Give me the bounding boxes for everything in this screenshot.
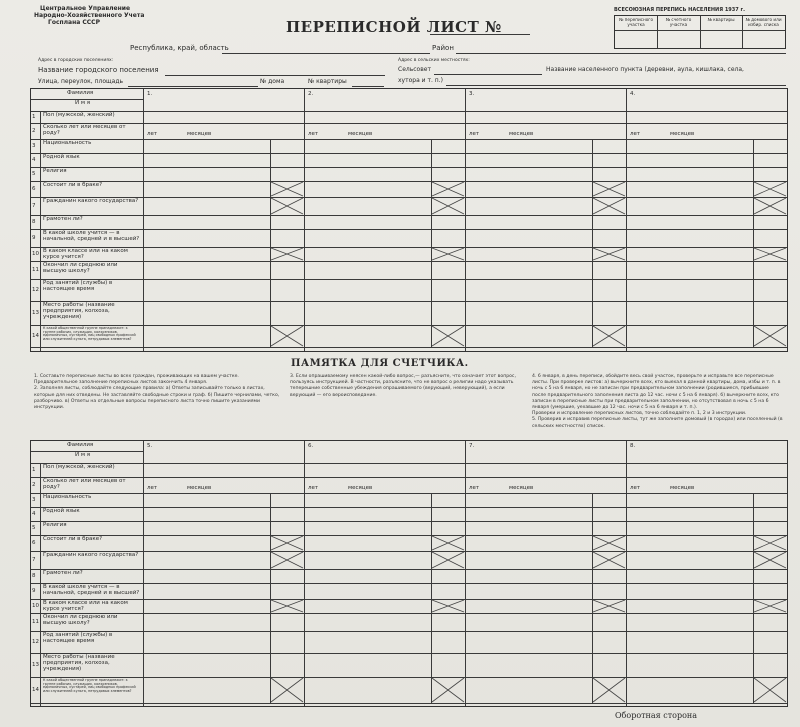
top-col-2-let: лет: [308, 131, 319, 137]
top-row-10-label: В каком классе или на каком курсе учится?: [43, 248, 128, 260]
bottom-row-6-label: Состоит ли в браке?: [43, 536, 103, 542]
bottom-col-4-number: 8.: [630, 443, 636, 449]
memo-p5: Проверки и исправление переписных листов, точно соблюдайте п. 1, 2 и 3 инструкции.: [532, 411, 747, 417]
bottom-row-4-number: 4: [32, 511, 36, 517]
bottom-row-10-label: В каком классе или на каком курсе учится?: [43, 600, 128, 612]
bottom-imya-label: И м я: [75, 452, 91, 458]
census-cell-2: № счетного участка: [665, 17, 692, 27]
selsovet-label: Сельсовет: [398, 66, 431, 73]
bottom-row-3-number: 3: [32, 497, 36, 503]
khutor-label: хутора и т. п.): [398, 77, 443, 84]
bottom-col-2-mes: месяцев: [348, 485, 373, 491]
top-row-5-label: Религия: [43, 168, 67, 174]
bottom-row-10-number: 10: [32, 603, 39, 609]
top-col-1-number: 1.: [147, 91, 153, 97]
bottom-row-9-number: 9: [32, 588, 36, 594]
top-x-mark-icon: [271, 198, 303, 214]
bottom-x-mark-icon: [432, 600, 464, 612]
top-x-mark-icon: [432, 326, 464, 346]
census-cell-1: № переписного участка: [618, 17, 654, 27]
org-line-2: Народно-Хозяйственного Учета: [34, 12, 145, 19]
bottom-row-5-number: 5: [32, 525, 36, 531]
top-row-9-number: 9: [32, 235, 36, 241]
bottom-col-1-let: лет: [147, 485, 158, 491]
top-x-mark-icon: [593, 248, 625, 260]
bottom-row-8-label: Грамотен ли?: [43, 570, 83, 576]
top-x-mark-icon: [271, 326, 303, 346]
top-col-1-let: лет: [147, 131, 158, 137]
org-line-1: Центральное Управление: [40, 5, 131, 12]
bottom-col-4-let: лет: [630, 485, 641, 491]
footer-label: Оборотная сторона: [615, 711, 698, 720]
bottom-x-mark-icon: [593, 678, 625, 702]
top-x-mark-icon: [432, 182, 464, 196]
top-x-mark-icon: [754, 248, 786, 260]
top-col-2-number: 2.: [308, 91, 314, 97]
top-x-mark-icon: [754, 182, 786, 196]
top-x-mark-icon: [593, 198, 625, 214]
bottom-row-11-label: Окончил ли среднюю или высшую школу?: [43, 614, 118, 626]
top-col-3-mes: месяцев: [509, 131, 534, 137]
memo-title: ПАМЯТКА ДЛЯ СЧЕТЧИКА.: [291, 358, 469, 369]
top-col-2-mes: месяцев: [348, 131, 373, 137]
bottom-x-mark-icon: [432, 552, 464, 568]
top-row-13-number: 13: [32, 310, 39, 316]
bottom-row-1-label: Пол (мужской, женский): [43, 464, 115, 470]
top-familiya-label: Фамилия: [67, 90, 94, 96]
top-row-8-number: 8: [32, 219, 36, 225]
title-number-line: [430, 34, 530, 35]
census-table-bottom: [30, 440, 788, 707]
bottom-row-2-number: 2: [32, 482, 36, 488]
bottom-x-mark-icon: [593, 552, 625, 568]
top-col-4-mes: месяцев: [670, 131, 695, 137]
bottom-col-2-let: лет: [308, 485, 319, 491]
bottom-row-14-number: 14: [32, 687, 39, 693]
memo-p6: 5. Проверив и исправив переписные листы, тут же заполните домовый (в городах) или поселенный (в сельских местностях) список.: [532, 417, 783, 429]
city-note: Адрес в городских поселениях:: [38, 58, 114, 63]
bottom-row-13-number: 13: [32, 662, 39, 668]
memo-column-2: [290, 374, 526, 399]
bottom-x-mark-icon: [271, 552, 303, 568]
top-col-3-let: лет: [469, 131, 480, 137]
top-row-2-label: Сколько лет или месяцев от роду?: [43, 124, 126, 136]
city-name-label: Название городского поселения: [38, 66, 159, 74]
top-row-11-number: 11: [32, 267, 39, 273]
bottom-x-mark-icon: [754, 678, 786, 702]
street-label: Улица, переулок, площадь: [38, 78, 124, 85]
census-number-box: [614, 15, 786, 49]
top-row-2-number: 2: [32, 128, 36, 134]
bottom-col-3-number: 7.: [469, 443, 475, 449]
top-row-1-label: Пол (мужской, женский): [43, 112, 115, 118]
top-col-4-number: 4.: [630, 91, 636, 97]
top-row-8-label: Грамотен ли?: [43, 216, 83, 222]
memo-p1: 1. Составьте переписные листы во всех граждан, проживающих на вашем участке. Предварительное заполнение переписных листов закончить 4 января.: [34, 374, 239, 386]
bottom-x-mark-icon: [754, 552, 786, 568]
top-col-3-number: 3.: [469, 91, 475, 97]
bottom-x-mark-icon: [754, 600, 786, 612]
top-row-4-number: 4: [32, 157, 36, 163]
top-x-mark-icon: [432, 248, 464, 260]
bottom-row-12-label: Род занятий (службы) в настоящее время: [43, 632, 113, 644]
top-x-mark-icon: [271, 248, 303, 260]
top-x-mark-icon: [754, 326, 786, 346]
top-x-mark-icon: [593, 182, 625, 196]
bottom-col-4-mes: месяцев: [670, 485, 695, 491]
bottom-col-1-mes: месяцев: [187, 485, 212, 491]
bottom-row-5-label: Религия: [43, 522, 67, 528]
memo-column-3: [532, 374, 784, 430]
top-col-1-mes: месяцев: [187, 131, 212, 137]
top-row-5-number: 5: [32, 171, 36, 177]
bottom-col-2-number: 6.: [308, 443, 314, 449]
top-row-3-label: Национальность: [43, 140, 92, 146]
census-cell-3: № квартиры: [707, 17, 735, 22]
memo-p3: 3. Если опрашиваемому неясен какой-либо вопрос,— разъясните, что означает этот вопрос, пользуясь инструкцией. В частности, разъясните, что не вопрос о религии надо указывать теперешние собственные убеждения опрашиваемого (верующий, неверующий), а если верующий — его вероисповедание.: [290, 374, 516, 398]
memo-p4: 4. 6 января, в день переписи, обойдите весь свой участок, проверьте и исправьте все переписные листы. При проверке листов: а) вычеркните всех, кто выехал в данной квартиры, дома, избы и т. п. в ночь с 5 на 6 января, но не записан при предварительном заполнении (родившиеся, прибывшие после предварительного заполнения листа до 12 час. ночи с 5 на 6 января). б) вычеркните всех, кто записан в переписные листы при предварительном заполнении, но отсутствовал в ночь с 5 на 6 января (умершие, уехавшие до 12 час. ночи с 5 на 6 января и т. п.).: [532, 374, 781, 410]
bottom-col-1-number: 5.: [147, 443, 153, 449]
top-row-14-label: К какой общественной группе принадлежит: к группе рабочих, служащих, колхозников, единоличных, кустарей, лиц свободных профессий или служителей культа, нетрудовых элементов?: [43, 326, 136, 341]
top-row-14-number: 14: [32, 333, 39, 339]
bottom-familiya-label: Фамилия: [67, 442, 94, 448]
bottom-row-14-label: К какой общественной группе принадлежит: к группе рабочих, служащих, колхозников, единоличных, кустарей, лиц свободных профессий или служителей культа, нетрудовых элементов?: [43, 678, 136, 693]
top-row-10-number: 10: [32, 251, 39, 257]
top-row-3-number: 3: [32, 143, 36, 149]
top-row-6-label: Состоит ли в браке?: [43, 182, 103, 188]
bottom-col-3-let: лет: [469, 485, 480, 491]
top-row-4-label: Родной язык: [43, 154, 80, 160]
bottom-x-mark-icon: [754, 536, 786, 550]
settlement-label: Название населенного пункта (деревни, аула, кишлака, села,: [546, 66, 744, 73]
bottom-row-13-label: Место работы (название предприятия, колхоза, учреждения): [43, 654, 115, 672]
bottom-row-1-number: 1: [32, 467, 36, 473]
top-x-mark-icon: [754, 198, 786, 214]
house-label: № дома: [260, 78, 285, 85]
top-row-7-label: Гражданин какого государства?: [43, 198, 139, 204]
bottom-x-mark-icon: [593, 600, 625, 612]
top-row-12-label: Род занятий (службы) в настоящее время: [43, 280, 113, 292]
top-col-4-let: лет: [630, 131, 641, 137]
bottom-x-mark-icon: [271, 678, 303, 702]
district-label: Район: [432, 44, 454, 52]
memo-column-1: [34, 374, 282, 411]
republic-label: Республика, край, область: [130, 44, 229, 52]
bottom-row-7-number: 7: [32, 557, 36, 563]
bottom-row-6-number: 6: [32, 540, 36, 546]
org-line-3: Госплана СССР: [48, 19, 100, 26]
bottom-x-mark-icon: [432, 536, 464, 550]
census-table-top: [30, 88, 788, 352]
bottom-row-8-number: 8: [32, 573, 36, 579]
bottom-row-4-label: Родной язык: [43, 508, 80, 514]
top-x-mark-icon: [432, 198, 464, 214]
census-banner: ВСЕСОЮЗНАЯ ПЕРЕПИСЬ НАСЕЛЕНИЯ 1937 г.: [614, 7, 745, 13]
bottom-x-mark-icon: [271, 600, 303, 612]
top-row-13-label: Место работы (название предприятия, колхоза, учреждения): [43, 302, 115, 320]
memo-p2: 2. Заполняя листы, соблюдайте следующие правила: а) Ответы записывайте только в листах, которые для них отведены. Не заставляйте свободные строки и граф. б) Пишите чернилами, четко, разборчиво. в) Ответы на отдельные вопросы переписного листа точно пишите указаниями инструкции.: [34, 386, 280, 410]
top-row-6-number: 6: [32, 186, 36, 192]
rural-note: Адрес в сельских местностях:: [398, 58, 470, 63]
bottom-row-7-label: Гражданин какого государства?: [43, 552, 139, 558]
bottom-row-11-number: 11: [32, 619, 39, 625]
top-row-12-number: 12: [32, 287, 39, 293]
apartment-label: № квартиры: [308, 78, 347, 85]
top-row-9-label: В какой школе учится — в начальной, средней и в высшей?: [43, 230, 140, 242]
top-row-1-number: 1: [32, 114, 36, 120]
bottom-x-mark-icon: [271, 536, 303, 550]
top-row-7-number: 7: [32, 203, 36, 209]
top-x-mark-icon: [593, 326, 625, 346]
top-imya-label: И м я: [75, 100, 91, 106]
bottom-row-3-label: Национальность: [43, 494, 92, 500]
form-title: ПЕРЕПИСНОЙ ЛИСТ №: [286, 18, 502, 36]
census-cell-4: № домового или избир. списка: [745, 17, 782, 27]
bottom-row-2-label: Сколько лет или месяцев от роду?: [43, 478, 126, 490]
top-x-mark-icon: [271, 182, 303, 196]
top-row-11-label: Окончил ли среднюю или высшую школу?: [43, 262, 118, 274]
bottom-x-mark-icon: [432, 678, 464, 702]
bottom-row-12-number: 12: [32, 639, 39, 645]
bottom-row-9-label: В какой школе учится — в начальной, средней и в высшей?: [43, 584, 140, 596]
bottom-col-3-mes: месяцев: [509, 485, 534, 491]
bottom-x-mark-icon: [593, 536, 625, 550]
